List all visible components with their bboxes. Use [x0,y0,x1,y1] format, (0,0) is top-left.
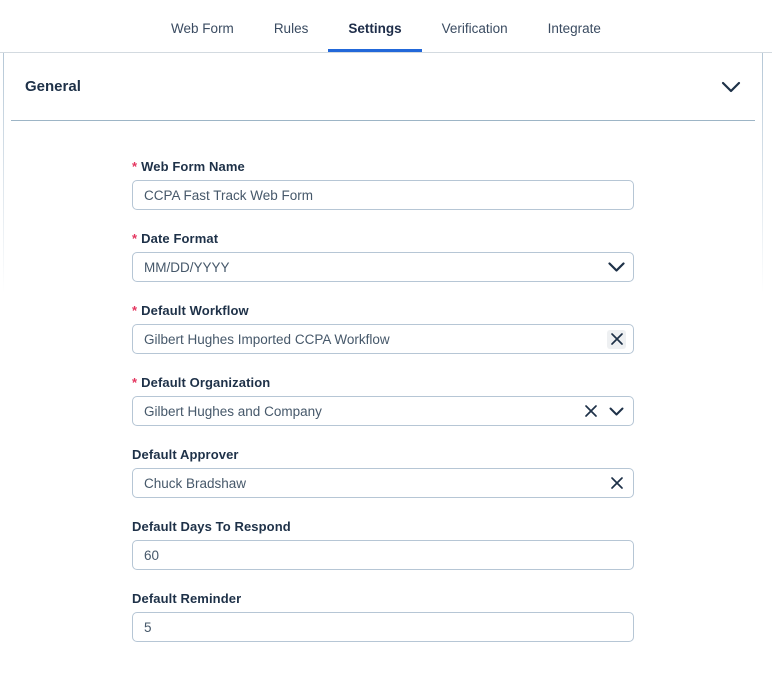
web-form-name-input[interactable] [132,180,634,210]
tab-integrate[interactable]: Integrate [547,21,601,36]
default-reminder-input[interactable] [132,612,634,642]
chevron-down-icon[interactable] [607,258,626,277]
default-approver-label: Default Approver [132,447,239,462]
required-asterisk: * [132,159,138,174]
field-default-workflow [132,303,634,354]
tab-rules[interactable]: Rules [273,21,309,36]
date-format-select[interactable] [132,252,634,282]
tab-verification[interactable]: Verification [441,21,508,36]
required-asterisk: * [132,303,138,318]
date-format-label: * Date Format [132,231,219,246]
chevron-down-icon[interactable] [721,81,741,93]
section-title: General [25,78,81,95]
x-icon[interactable] [581,402,600,421]
tab-settings[interactable]: Settings [328,9,421,52]
field-default-approver [132,447,634,498]
default-workflow-label: * Default Workflow [132,303,249,318]
default-days-to-respond-label: Default Days To Respond [132,519,291,534]
required-asterisk: * [132,375,138,390]
tab-bar [0,0,772,53]
default-organization-label: * Default Organization [132,375,271,390]
web-form-name-label: * Web Form Name [132,159,245,174]
field-default-reminder [132,591,634,642]
default-days-to-respond-input[interactable] [132,540,634,570]
default-approver-input[interactable] [132,468,634,498]
field-date-format [132,231,634,282]
field-web-form-name [132,159,634,210]
required-asterisk: * [132,231,138,246]
general-settings-form [132,121,634,642]
x-icon[interactable] [607,474,626,493]
tab-web-form[interactable]: Web Form [171,21,234,36]
general-panel [3,53,763,673]
field-default-days-to-respond [132,519,634,570]
default-reminder-label: Default Reminder [132,591,242,606]
general-section-header[interactable] [3,53,763,120]
field-default-organization [132,375,634,426]
default-workflow-input[interactable] [132,324,634,354]
x-icon[interactable] [607,330,626,349]
default-organization-select[interactable] [132,396,634,426]
chevron-down-icon[interactable] [607,402,626,421]
